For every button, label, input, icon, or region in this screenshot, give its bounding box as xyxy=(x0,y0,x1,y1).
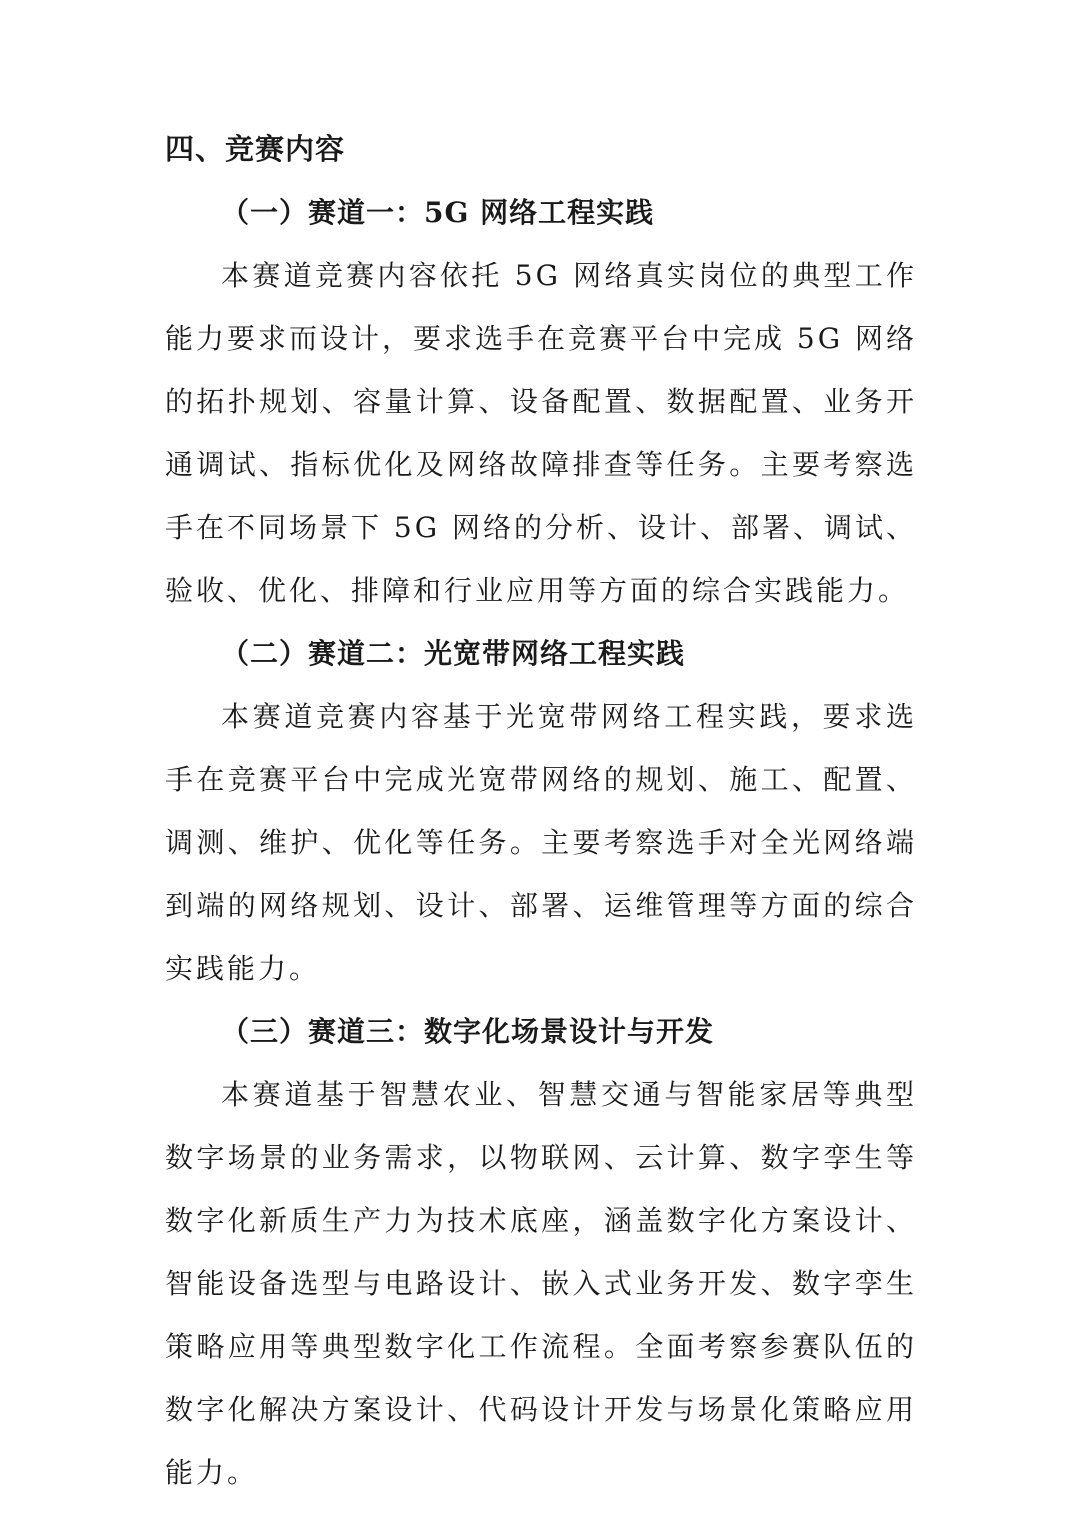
track-3-description: 本赛道基于智慧农业、智慧交通与智能家居等典型数字场景的业务需求，以物联网、云计算、数字孪生等数字化新质生产力为技术底座，涵盖数字化方案设计、智能设备选型与电路设计、嵌入式业务开发、数字孪生策略应用等典型数字化工作流程。全面考察参赛队伍的数字化解决方案设计、代码设计开发与场景化策略应用能力。 xyxy=(165,1078,917,1489)
track-1-heading: （一）赛道一：5G 网络工程实践 xyxy=(221,196,655,229)
section-title: 四、竞赛内容 xyxy=(165,132,346,166)
document-content xyxy=(165,118,917,1504)
track-2-description: 本赛道竞赛内容基于光宽带网络工程实践，要求选手在竞赛平台中完成光宽带网络的规划、施工、配置、调测、维护、优化等任务。主要考察选手对全光网络端到端的网络规划、设计、部署、运维管理等方面的综合实践能力。 xyxy=(165,700,917,985)
track-2-heading: （二）赛道二：光宽带网络工程实践 xyxy=(221,637,686,670)
track-1-description: 本赛道竞赛内容依托 5G 网络真实岗位的典型工作能力要求而设计，要求选手在竞赛平台中完成 5G 网络的拓扑规划、容量计算、设备配置、数据配置、业务开通调试、指标优化及网络故障排查等任务。主要考察选手在不同场景下 5G 网络的分析、设计、部署、调试、验收、优化、排障和行业应用等方面的综合实践能力。 xyxy=(165,259,917,607)
track-3-heading: （三）赛道三：数字化场景设计与开发 xyxy=(221,1015,715,1048)
